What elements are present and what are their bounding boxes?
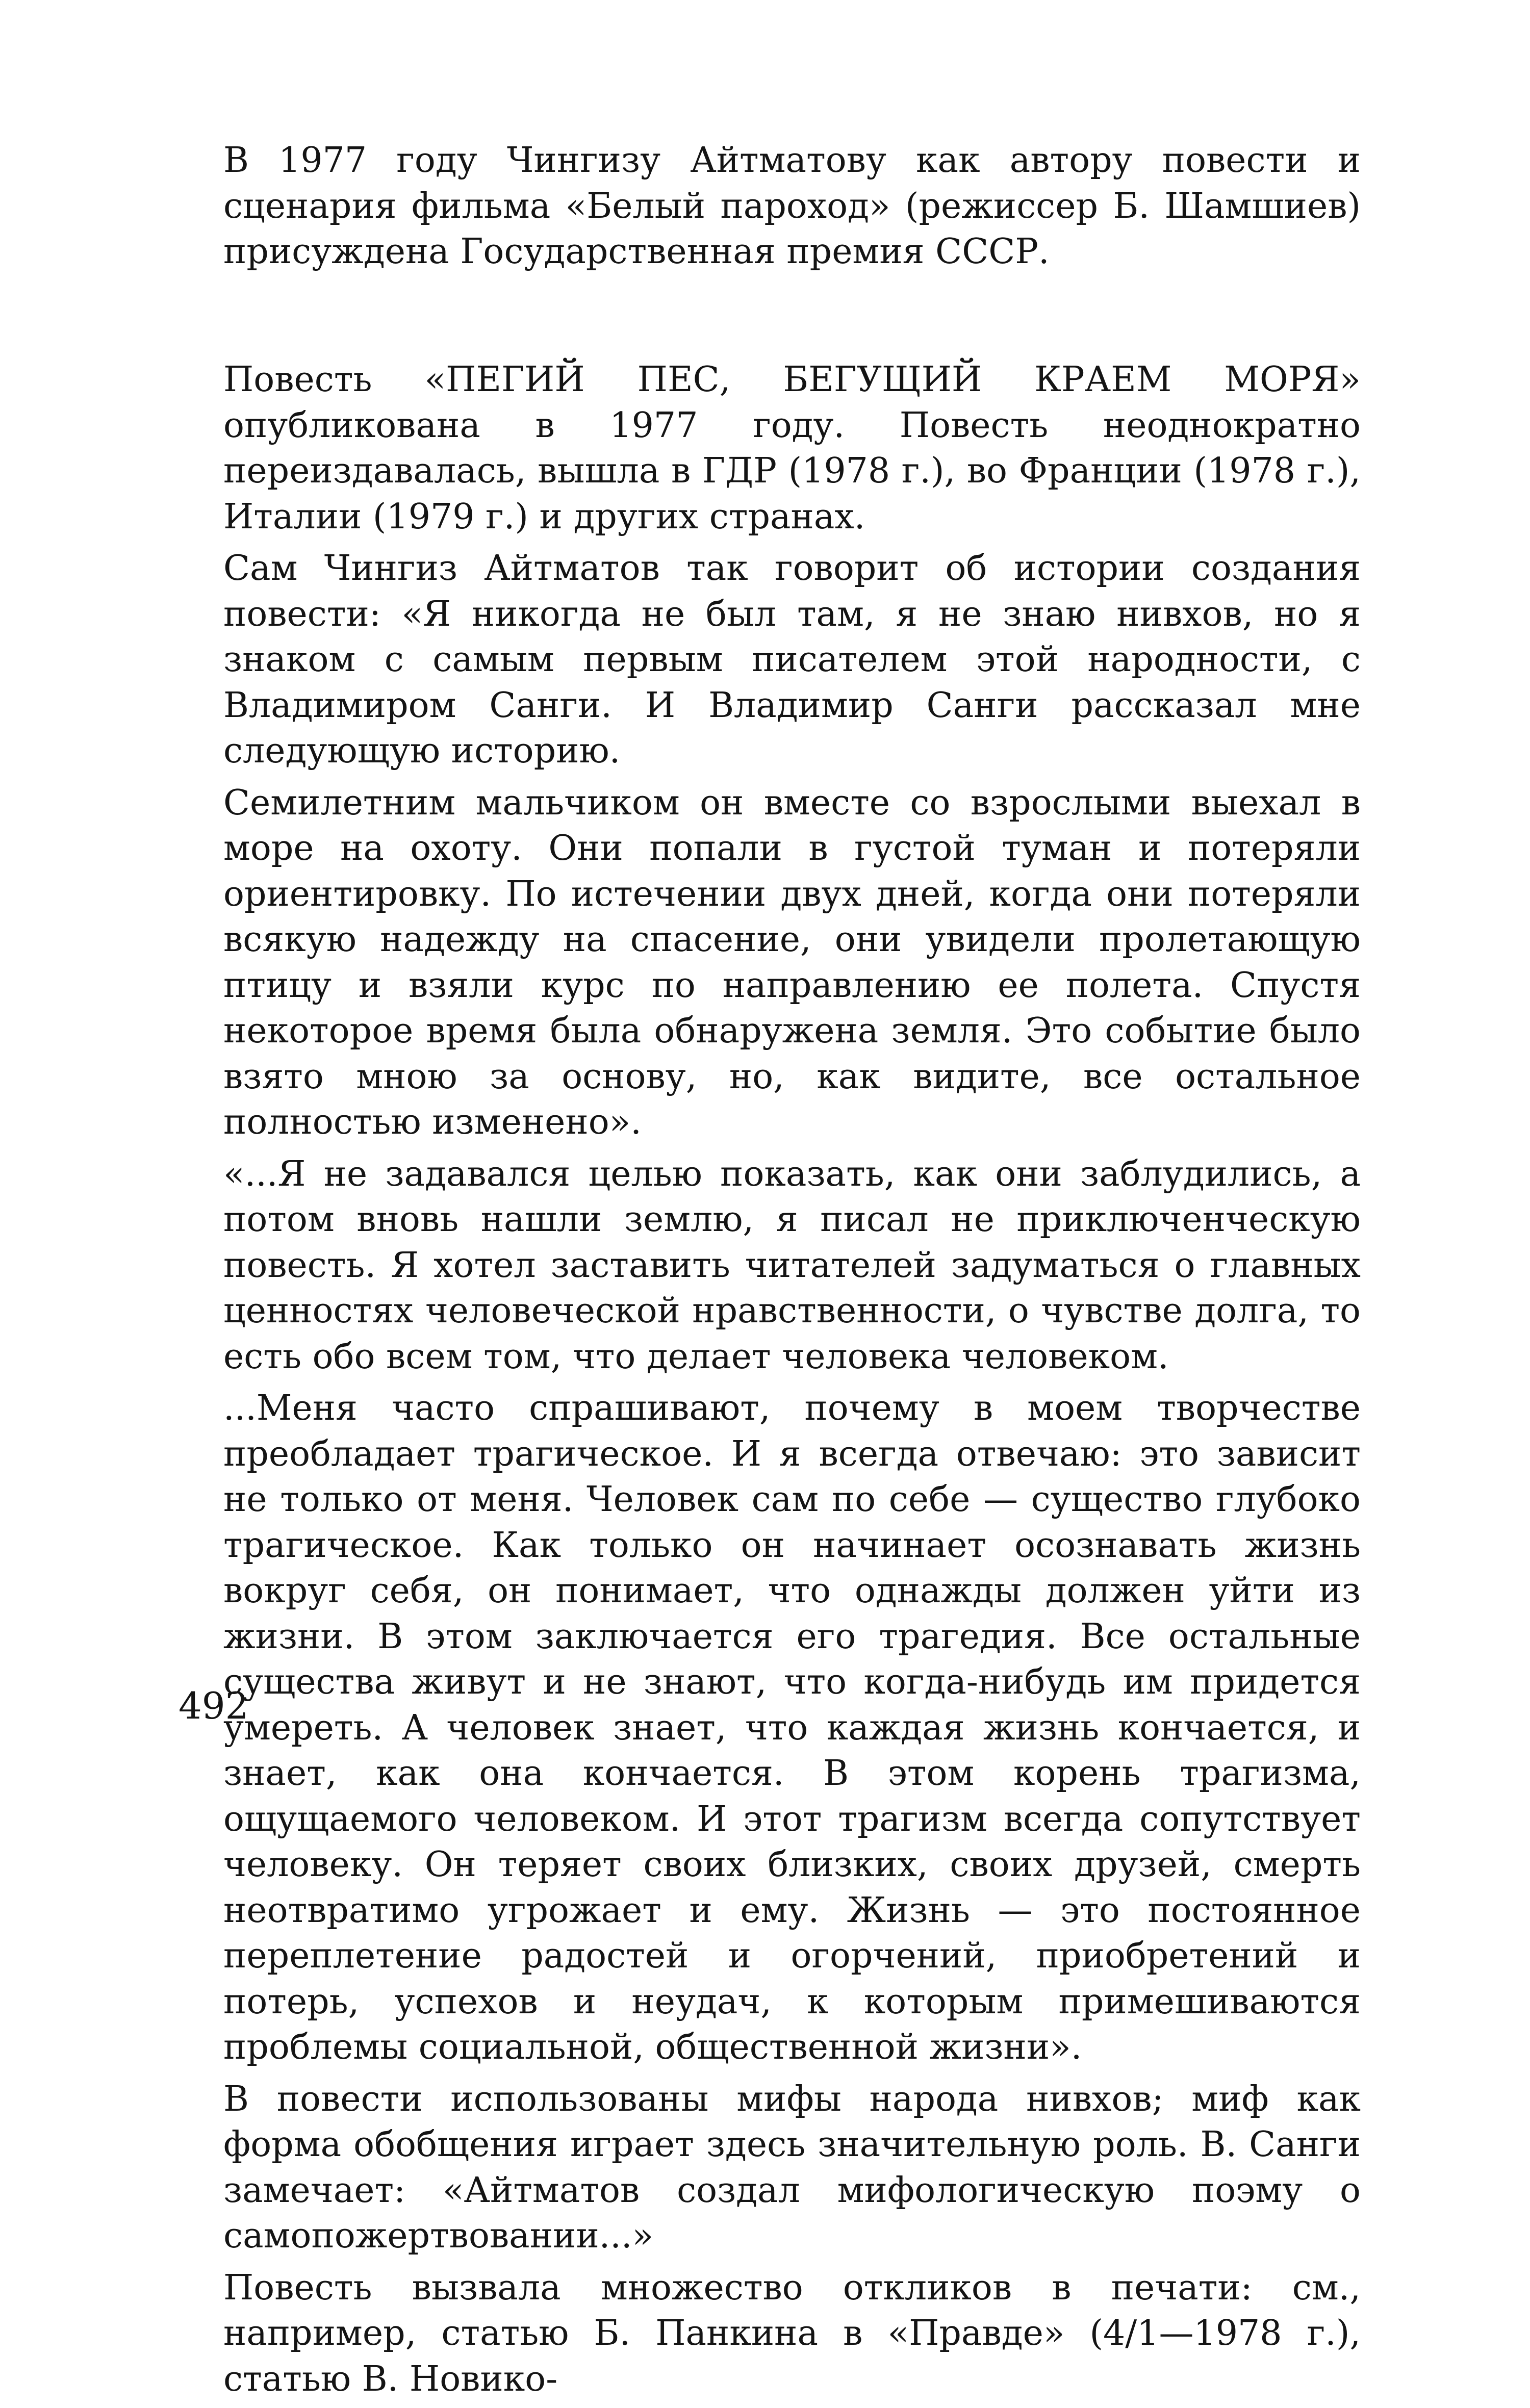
paragraph: ...Меня часто спрашивают, почему в моем творчестве преобладает трагическое. И я всегда отвечаю: это зависит не только от меня. Человек сам по себе — существо глубоко трагическое. Как только он начинает осознавать жизнь вокруг себя, он понимает, что однажды должен уйти из жизни. В этом заключается его трагедия. Все остальные существа живут и не знают, что когда-нибудь им придется умереть. А человек знает, что каждая жизнь кончается, и знает, как она кончается. В этом корень трагизма, ощущаемого человеком. И этот трагизм всегда сопутствует человеку. Он теряет своих близких, своих друзей, смерть неотвратимо угрожает и ему. Жизнь — это постоянное переплетение радостей и огорчений, приобретений и потерь, успехов и неудач, к которым примешиваются проблемы социальной, общественной жизни». bbox=[223, 1388, 1361, 2067]
page-number: 492 bbox=[178, 1684, 249, 1727]
note-white-steamship bbox=[223, 138, 1361, 281]
paragraph: Сам Чингиз Айтматов так говорит об истории создания повести: «Я никогда не был там, я не знаю нивхов, но я знаком с самым первым писателем этой народности, с Владимиром Санги. И Владимир Санги рассказал мне следующую историю. bbox=[223, 548, 1361, 771]
paragraph: «...Я не задавался целью показать, как они заблудились, а потом вновь нашли землю, я писал не приключенческую повесть. Я хотел заставить читателей задуматься о главных ценностях человеческой нравственности, о чувстве долга, то есть обо всем том, что делает человека человеком. bbox=[223, 1154, 1361, 1377]
paragraph: Повесть «ПЕГИЙ ПЕС, БЕГУЩИЙ КРАЕМ МОРЯ» опубликована в 1977 году. Повесть неоднократно переиздавалась, вышла в ГДР (1978 г.), во Франции (1978 г.), Италии (1979 г.) и других странах. bbox=[223, 360, 1361, 537]
paragraph: Повесть вызвала множество откликов в печати: см., например, статью Б. Панкина в «Правде» (4/1—1978 г.), статью В. Новико- bbox=[223, 2267, 1361, 2399]
paragraph: Семилетним мальчиком он вместе со взрослыми выехал в море на охоту. Они попали в густой туман и потеряли ориентировку. По истечении двух дней, когда они потеряли всякую надежду на спасение, они увидели пролетающую птицу и взяли курс по направлению ее полета. Спустя некоторое время была обнаружена земля. Это событие было взято мною за основу, но, как видите, все остальное полностью изменено». bbox=[223, 782, 1361, 1142]
note-piebald-dog bbox=[223, 357, 1361, 2408]
paragraph: В 1977 году Чингизу Айтматову как автору повести и сценария фильма «Белый пароход» (режиссер Б. Шамшиев) присуждена Государственная премия СССР. bbox=[223, 140, 1361, 272]
paragraph: В повести использованы мифы народа нивхов; миф как форма обобщения играет здесь значительную роль. В. Санги замечает: «Айтматов создал мифологическую поэму о самопожертвовании...» bbox=[223, 2079, 1361, 2256]
